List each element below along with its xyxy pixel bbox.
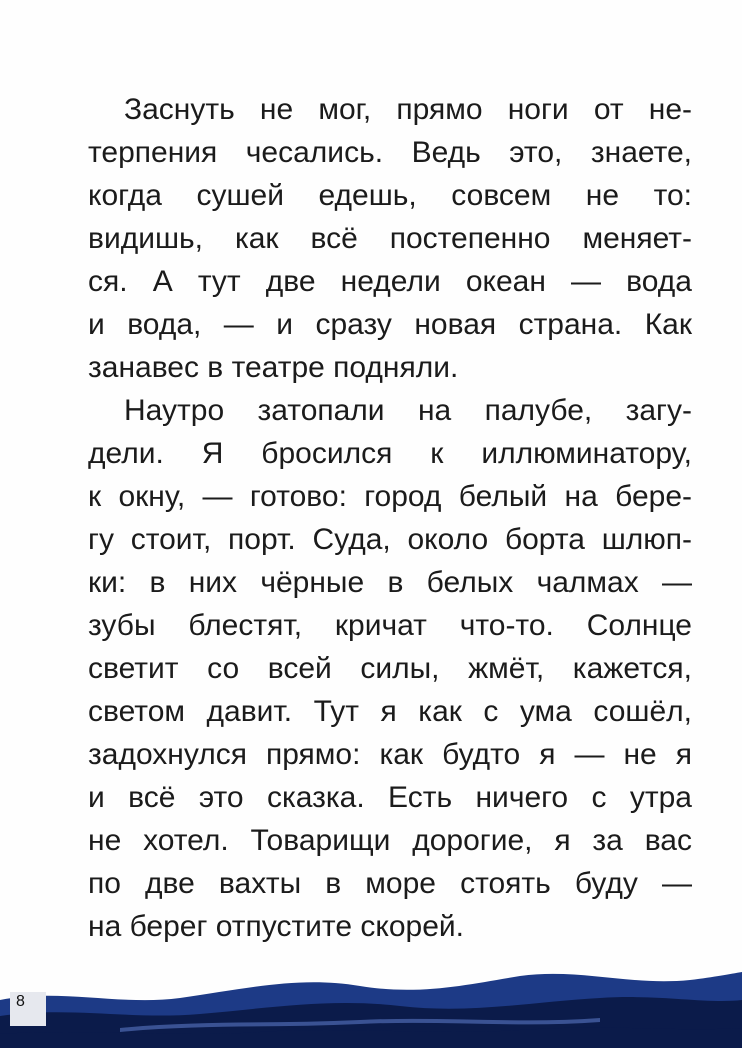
- text-line: задохнулся прямо: как будто я — не я: [88, 738, 692, 771]
- paragraph-1: [88, 88, 692, 389]
- text-line: терпения чесались. Ведь это, знаете,: [88, 136, 692, 169]
- text-line: светит со всей силы, жмёт, кажется,: [88, 652, 692, 685]
- page-number: 8: [10, 992, 46, 1026]
- text-line: по две вахты в море стоять буду —: [88, 867, 692, 900]
- text-line: ся. А тут две недели океан — вода: [88, 265, 692, 298]
- text-line: когда сушей едешь, совсем не то:: [88, 179, 692, 212]
- text-line: на берег отпустите скорей.: [88, 910, 464, 943]
- text-line: не хотел. Товарищи дорогие, я за вас: [88, 824, 692, 857]
- text-line: занавес в театре подняли.: [88, 351, 459, 384]
- text-line: Наутро затопали на палубе, загу-: [124, 394, 692, 427]
- text-line: зубы блестят, кричат что-то. Солнце: [88, 609, 692, 642]
- text-line: Заснуть не мог, прямо ноги от не-: [124, 93, 692, 126]
- sea-waves-decoration: [0, 958, 742, 1048]
- paragraph-2: [88, 389, 692, 948]
- text-line: к окну, — готово: город белый на бере-: [88, 480, 692, 513]
- text-line: гу стоит, порт. Суда, около борта шлюп-: [88, 523, 692, 556]
- text-line: видишь, как всё постепенно меняет-: [88, 222, 692, 255]
- text-line: и вода, — и сразу новая страна. Как: [88, 308, 692, 341]
- text-line: ки: в них чёрные в белых чалмах —: [88, 566, 692, 599]
- text-line: дели. Я бросился к иллюминатору,: [88, 437, 692, 470]
- story-text: [88, 88, 692, 948]
- text-line: светом давит. Тут я как с ума сошёл,: [88, 695, 692, 728]
- text-line: и всё это сказка. Есть ничего с утра: [88, 781, 692, 814]
